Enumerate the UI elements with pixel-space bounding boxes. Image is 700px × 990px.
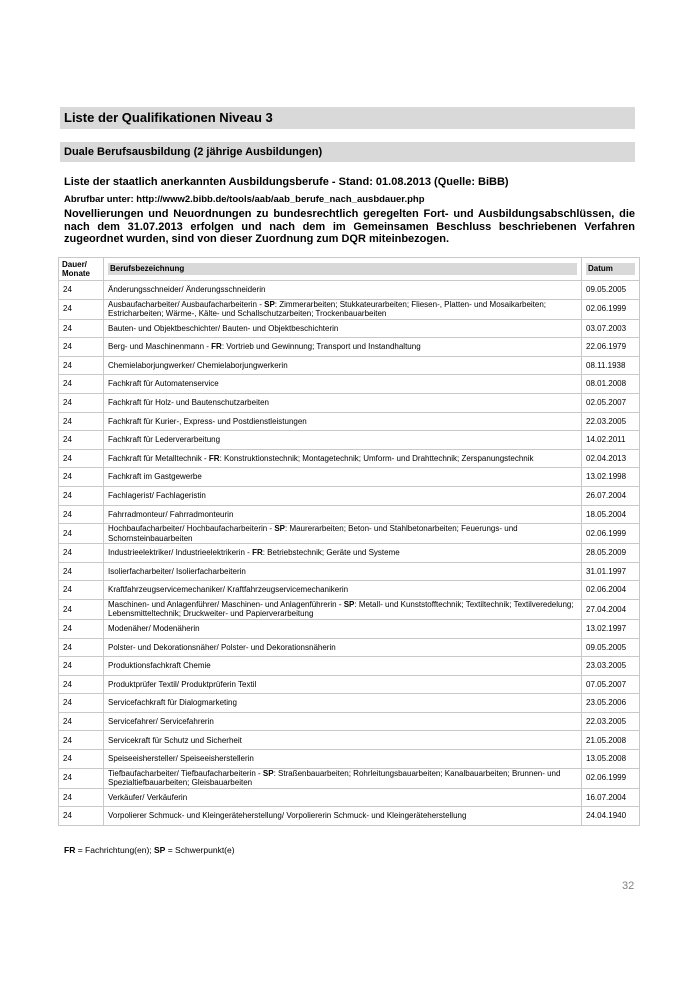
cell-datum: 13.05.2008 [582,750,640,769]
cell-datum: 02.06.1999 [582,768,640,788]
table-row [59,788,640,807]
footnote-fr: FR [64,845,76,855]
cell-berufsbezeichnung: Modenäher/ Modenäherin [104,619,582,638]
cell-dauer: 24 [59,694,104,713]
cell-berufsbezeichnung: Fachkraft für Holz- und Bautenschutzarbeiten [104,393,582,412]
cell-datum: 09.05.2005 [582,638,640,657]
cell-dauer: 24 [59,393,104,412]
cell-berufsbezeichnung: Maschinen- und Anlagenführer/ Maschinen- und Anlagenführerin - SP: Metall- und Kunststofftechnik; Textiltechnik; Textilveredelung; Lebensmitteltechnik; Druckweiter- und Papierverarbeitung [104,599,582,619]
cell-dauer: 24 [59,562,104,581]
table-row [59,412,640,431]
cell-dauer: 24 [59,299,104,319]
table-row [59,731,640,750]
cell-datum: 08.01.2008 [582,375,640,394]
cell-berufsbezeichnung: Vorpolierer Schmuck- und Kleingeräteherstellung/ Vorpoliererin Schmuck- und Kleingeräteherstellung [104,807,582,826]
cell-berufsbezeichnung: Bauten- und Objektbeschichter/ Bauten- und Objektbeschichterin [104,319,582,338]
header-datum: Datum [582,258,640,281]
cell-berufsbezeichnung: Kraftfahrzeugservicemechaniker/ Kraftfahrzeugservicemechanikerin [104,581,582,600]
cell-berufsbezeichnung: Servicefahrer/ Servicefahrerin [104,712,582,731]
cell-berufsbezeichnung: Tiefbaufacharbeiter/ Tiefbaufacharbeiterin - SP: Straßenbauarbeiten; Rohrleitungsbauarbeiten; Kanalbauarbeiten; Brunnen- und Spezialtiefbauarbeiten; Gleisbauarbeiten [104,768,582,788]
page-number: 32 [622,880,635,892]
table-row [59,505,640,524]
table-row [59,694,640,713]
cell-dauer: 24 [59,356,104,375]
cell-berufsbezeichnung: Isolierfacharbeiter/ Isolierfacharbeiterin [104,562,582,581]
table-row [59,338,640,357]
cell-datum: 07.05.2007 [582,675,640,694]
table-row [59,638,640,657]
cell-datum: 02.06.1999 [582,299,640,319]
cell-datum: 23.05.2006 [582,694,640,713]
table-row [59,712,640,731]
cell-dauer: 24 [59,449,104,468]
table-row [59,468,640,487]
cell-dauer: 24 [59,486,104,505]
cell-datum: 28.05.2009 [582,544,640,563]
table-row [59,299,640,319]
cell-dauer: 24 [59,581,104,600]
cell-datum: 26.07.2004 [582,486,640,505]
qualifications-table [58,257,640,826]
cell-berufsbezeichnung: Fachkraft im Gastgewerbe [104,468,582,487]
table-row [59,581,640,600]
cell-datum: 18.05.2004 [582,505,640,524]
cell-datum: 09.05.2005 [582,281,640,300]
cell-dauer: 24 [59,412,104,431]
cell-datum: 22.06.1979 [582,338,640,357]
cell-berufsbezeichnung: Speiseeishersteller/ Speiseeisherstellerin [104,750,582,769]
cell-dauer: 24 [59,638,104,657]
table-row [59,449,640,468]
table-row [59,319,640,338]
cell-datum: 14.02.2011 [582,431,640,450]
table-row [59,281,640,300]
cell-berufsbezeichnung: Hochbaufacharbeiter/ Hochbaufacharbeiterin - SP: Maurerarbeiten; Beton- und Stahlbetonarbeiten; Feuerungs- und Schornsteinbauarbeiten [104,524,582,544]
table-row [59,768,640,788]
cell-berufsbezeichnung: Fachlagerist/ Fachlageristin [104,486,582,505]
cell-datum: 08.11.1938 [582,356,640,375]
cell-datum: 31.01.1997 [582,562,640,581]
table-row [59,619,640,638]
header-berufsbezeichnung: Berufsbezeichnung [104,258,582,281]
table-row [59,599,640,619]
cell-dauer: 24 [59,338,104,357]
cell-berufsbezeichnung: Fachkraft für Automatenservice [104,375,582,394]
table-body [59,281,640,826]
table-row [59,486,640,505]
table-row [59,356,640,375]
cell-berufsbezeichnung: Servicekraft für Schutz und Sicherheit [104,731,582,750]
cell-berufsbezeichnung: Servicefachkraft für Dialogmarketing [104,694,582,713]
cell-dauer: 24 [59,619,104,638]
cell-dauer: 24 [59,468,104,487]
cell-berufsbezeichnung: Produktionsfachkraft Chemie [104,657,582,676]
subsection-heading: Duale Berufsausbildung (2 jährige Ausbildungen) [60,142,635,162]
cell-berufsbezeichnung: Fachkraft für Metalltechnik - FR: Konstruktionstechnik; Montagetechnik; Umform- und Drahttechnik; Zerspanungstechnik [104,449,582,468]
cell-berufsbezeichnung: Änderungsschneider/ Änderungsschneiderin [104,281,582,300]
table-row [59,393,640,412]
table-row [59,657,640,676]
section-heading: Liste der Qualifikationen Niveau 3 [60,107,635,129]
footnote-fr-text: = Fachrichtung(en); [75,845,155,855]
cell-berufsbezeichnung: Polster- und Dekorationsnäher/ Polster- und Dekorationsnäherin [104,638,582,657]
cell-datum: 02.06.2004 [582,581,640,600]
table-row [59,544,640,563]
cell-datum: 21.05.2008 [582,731,640,750]
cell-berufsbezeichnung: Verkäufer/ Verkäuferin [104,788,582,807]
cell-berufsbezeichnung: Fahrradmonteur/ Fahrradmonteurin [104,505,582,524]
cell-datum: 02.05.2007 [582,393,640,412]
cell-dauer: 24 [59,768,104,788]
cell-datum: 22.03.2005 [582,412,640,431]
cell-berufsbezeichnung: Fachkraft für Kurier-, Express- und Postdienstleistungen [104,412,582,431]
cell-dauer: 24 [59,281,104,300]
cell-datum: 02.04.2013 [582,449,640,468]
cell-datum: 02.06.1999 [582,524,640,544]
cell-dauer: 24 [59,524,104,544]
table-header-row [59,258,640,281]
cell-dauer: 24 [59,731,104,750]
cell-datum: 24.04.1940 [582,807,640,826]
cell-datum: 22.03.2005 [582,712,640,731]
cell-dauer: 24 [59,375,104,394]
cell-dauer: 24 [59,431,104,450]
cell-datum: 13.02.1998 [582,468,640,487]
table-row [59,562,640,581]
cell-dauer: 24 [59,788,104,807]
list-title: Liste der staatlich anerkannten Ausbildungsberufe - Stand: 01.08.2013 (Quelle: BiBB) [64,176,509,188]
footnote [64,845,235,855]
cell-berufsbezeichnung: Produktprüfer Textil/ Produktprüferin Textil [104,675,582,694]
cell-dauer: 24 [59,544,104,563]
table-row [59,807,640,826]
cell-dauer: 24 [59,505,104,524]
cell-datum: 16.07.2004 [582,788,640,807]
cell-berufsbezeichnung: Berg- und Maschinenmann - FR: Vortrieb und Gewinnung; Transport und Instandhaltung [104,338,582,357]
cell-berufsbezeichnung: Ausbaufacharbeiter/ Ausbaufacharbeiterin - SP: Zimmerarbeiten; Stukkateurarbeiten; Fliesen-, Platten- und Mosaikarbeiten; Estricharbeiten; Wärme-, Kälte- und Schallschutzarbeiten; Trockenbauarbeiten [104,299,582,319]
cell-datum: 03.07.2003 [582,319,640,338]
cell-datum: 13.02.1997 [582,619,640,638]
cell-dauer: 24 [59,807,104,826]
source-url-line: Abrufbar unter: http://www2.bibb.de/tools/aab/aab_berufe_nach_ausbdauer.php [64,194,425,205]
header-dauer: Dauer/ Monate [59,258,104,281]
table-row [59,375,640,394]
table-row [59,750,640,769]
cell-berufsbezeichnung: Fachkraft für Lederverarbeitung [104,431,582,450]
footnote-sp: SP [154,845,166,855]
cell-dauer: 24 [59,319,104,338]
cell-berufsbezeichnung: Chemielaborjungwerker/ Chemielaborjungwerkerin [104,356,582,375]
cell-dauer: 24 [59,712,104,731]
cell-datum: 27.04.2004 [582,599,640,619]
table-row [59,675,640,694]
cell-dauer: 24 [59,599,104,619]
cell-datum: 23.03.2005 [582,657,640,676]
table-row [59,524,640,544]
footnote-sp-text: = Schwerpunkt(e) [165,845,235,855]
cell-dauer: 24 [59,657,104,676]
table-row [59,431,640,450]
cell-dauer: 24 [59,750,104,769]
novellierung-note: Novellierungen und Neuordnungen zu bundesrechtlich geregelten Fort- und Ausbildungsabschlüssen, die nach dem 31.07.2013 erfolgen und nach dem im Gemeinsamen Beschluss beschriebenen Verfahren zugeordnet wurden, sind von dieser Zuordnung zum DQR miteinbezogen. [64,208,635,245]
cell-berufsbezeichnung: Industrieelektriker/ Industrieelektrikerin - FR: Betriebstechnik; Geräte und Systeme [104,544,582,563]
cell-dauer: 24 [59,675,104,694]
